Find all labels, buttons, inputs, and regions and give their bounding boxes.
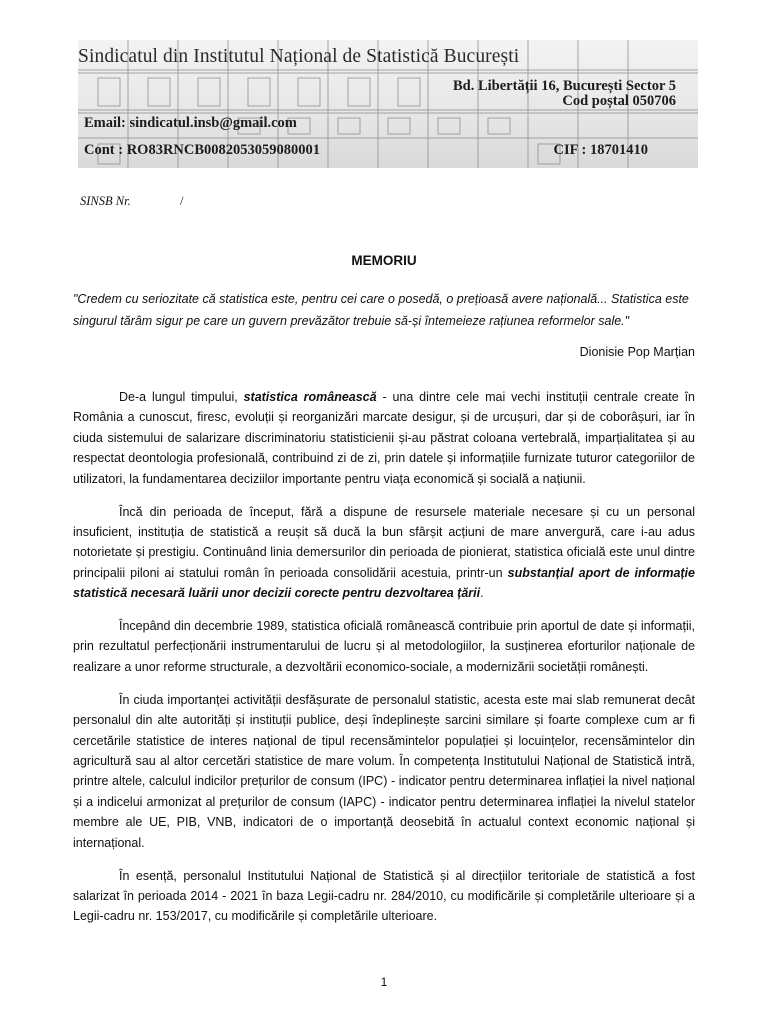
fiscal-code: CIF : 18701410 [553,142,648,158]
paragraph-2: Încă din perioada de început, fără a dispune de resursele materiale necesare și cu un personal insuficient, instituția de statistică a reușit să ducă la bun sfârșit acțiuni de mare anvergură, care i-au adus notorietate și prestigiu. Continuând linia demersurilor din perioada de pionierat, statistica oficială este unul dintre principalii piloni ai statului român în perioada consolidării acestuia, printr-un substanțial aport de informație statistică necesară luării unor decizii corecte pentru dezvoltarea țării. [73,504,695,601]
union-name: Sindicatul din Institutul Național de Statistică București [78,46,520,67]
reference-slash: / [180,194,184,208]
epigraph-quote: "Credem cu seriozitate că statistica este, pentru cei care o posedă, o prețioasă avere națională... Statistica este singurul tărâm sigur pe care un guvern prevăzător trebuie să-și întemeieze rațiunea reformelor sale." [73,292,689,328]
page-number: 1 [380,975,388,989]
email-address: Email: sindicatul.insb@gmail.com [84,115,297,131]
bank-account: Cont : RO83RNCB0082053059080001 [84,142,321,158]
document-body [73,387,695,939]
paragraph-5: În esență, personalul Institutului Național de Statistică și al direcțiilor teritoriale de statistică a fost salarizat în perioada 2014 - 2021 în baza Legii-cadru nr. 284/2010, cu modificările și completările ulterioare și a Legii-cadru nr. 153/2017, cu modificările și completările ulterioare. [73,868,695,924]
emphasis-statistica: statistica românească [243,390,377,404]
reference-label: SINSB Nr. [80,194,131,208]
reference-number [80,194,184,209]
quote-author: Dionisie Pop Marțian [579,345,695,359]
union-address: Bd. Libertății 16, București Sector 5 [453,78,676,94]
paragraph-3: Începând din decembrie 1989, statistica oficială românească contribuie prin aportul de date și informații, prin rezultatul perfecționării instrumentarului de lucru și al metodologiilor, la susținerea eforturilor naționale de realizare a unor reforme structurale, a dezvoltării economico-sociale, a modernizării societății românești. [73,619,695,674]
document-title: MEMORIU [351,253,417,268]
postal-code: Cod poștal 050706 [562,93,676,109]
letterhead [78,40,698,168]
paragraph-1: De-a lungul timpului, statistica românească - una dintre cele mai vechi instituții centrale create în România a cunoscut, firesc, evoluții și reorganizări marcate desigur, și de urcușuri, dar și de coborâșuri, iar în ciuda sistemului de salarizare discriminatoriu statisticienii și-au păstrat coloana vertebrală, imparțialitatea și au respectat deontologia profesională, contribuind zi de zi, prin datele și informațiile furnizate tuturor categoriilor de utilizatori, la fundamentarea deciziilor importante pentru viața economică și socială a națiunii. [73,390,695,486]
emphasis-aport: substanțial aport de informație statistică necesară luării unor decizii corecte pentru dezvoltarea țării [73,565,695,601]
paragraph-4: În ciuda importanței activității desfășurate de personalul statistic, acesta este mai slab remunerat decât personalul din alte autorități și instituții publice, deși îndeplinește sarcini similare și foarte complexe cum ar fi cercetările statistice de interes național de tipul recensămintelor populației și locuințelor, recensămintelor din agricultură sau al altor cercetări statistice de mare volum. În competența Institutului Național de Statistică intră, printre altele, calculul indicilor prețurilor de consum (IPC) - indicator pentru determinarea inflației la nivel național și a indicelui armonizat al prețurilor de consum (IAPC) - indicator pentru determinarea inflației la nivelul statelor membre ale UE, PIB, VNB, indicatori de o importanță deosebită în actualul context economic național și internațional. [73,692,695,850]
